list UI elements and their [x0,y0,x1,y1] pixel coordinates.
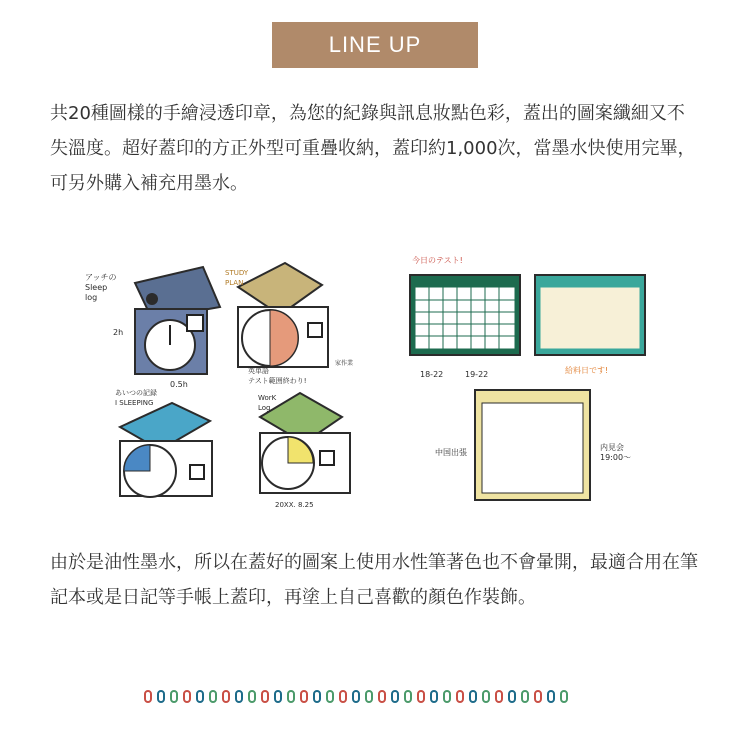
decorative-dot [378,690,386,703]
decorative-dot [313,690,321,703]
decorative-dot [339,690,347,703]
svg-text:アッチの: アッチの [85,273,117,282]
decorative-dot-border [144,690,568,703]
svg-text:あいつの記録: あいつの記録 [115,389,157,397]
decorative-dot [391,690,399,703]
decorative-dot [508,690,516,703]
svg-text:19:00〜: 19:00〜 [600,453,632,462]
calendar-stamp-yellow [435,390,631,500]
svg-text:18-22: 18-22 [420,370,444,379]
decorative-dot [326,690,334,703]
calendar-stamp-teal [535,275,645,375]
decorative-dot [144,690,152,703]
svg-text:2h: 2h [113,328,124,337]
house-stamp-3 [115,388,212,497]
decorative-dot [352,690,360,703]
svg-text:今日のテスト!: 今日のテスト! [412,256,463,265]
decorative-dot [547,690,555,703]
decorative-dot [287,690,295,703]
outro-paragraph: 由於是油性墨水，所以在蓋好的圖案上使用水性筆著色也不會暈開，最適合用在筆記本或是日記等手帳上蓋印，再塗上自己喜歡的顏色作裝飾。 [50,552,698,608]
decorative-dot [521,690,529,703]
svg-text:STUDY: STUDY [225,269,249,277]
svg-text:家作業: 家作業 [335,360,354,367]
decorative-dot [157,690,165,703]
svg-text:0.5h: 0.5h [170,380,188,389]
decorative-dot [430,690,438,703]
section-title: LINE UP [328,32,422,57]
svg-text:log: log [85,293,98,302]
intro-paragraph: 共20種圖樣的手繪浸透印章，為您的紀錄與訊息妝點色彩，蓋出的圖案纖細又不失溫度。超好蓋印的方正外型可重疊收納，蓋印約1,000次，當墨水快使用完畢，可另外購入補充用墨水。 [50,103,696,194]
decorative-dot [560,690,568,703]
svg-text:内見会: 内見会 [600,443,624,452]
decorative-dot [209,690,217,703]
decorative-dot [261,690,269,703]
svg-text:英単語: 英単語 [248,367,269,375]
decorative-dot [274,690,282,703]
svg-text:中国出張: 中国出張 [435,448,467,457]
stamp-illustrations [80,245,680,525]
svg-text:20XX. 8.25: 20XX. 8.25 [275,501,314,509]
decorative-dot [404,690,412,703]
svg-text:I SLEEPING: I SLEEPING [115,399,154,407]
decorative-dot [365,690,373,703]
decorative-dot [534,690,542,703]
decorative-dot [196,690,204,703]
decorative-dot [248,690,256,703]
svg-text:Log: Log [258,404,271,412]
house-stamp-4 [258,393,350,509]
decorative-dot [170,690,178,703]
decorative-dot [183,690,191,703]
section-title-banner [272,22,478,68]
decorative-dot [443,690,451,703]
svg-text:Sleep: Sleep [85,283,108,292]
decorative-dot [469,690,477,703]
house-stamp-1 [85,267,220,389]
decorative-dot [417,690,425,703]
decorative-dot [235,690,243,703]
decorative-dot [222,690,230,703]
svg-text:WorK: WorK [258,394,277,402]
svg-text:テスト範囲終わり!: テスト範囲終わり! [248,377,307,385]
house-stamp-2 [225,263,353,385]
svg-text:19-22: 19-22 [465,370,489,379]
svg-text:給料日です!: 給料日です! [565,366,609,375]
decorative-dot [482,690,490,703]
decorative-dot [300,690,308,703]
decorative-dot [456,690,464,703]
svg-text:PLAN: PLAN [225,279,244,287]
decorative-dot [495,690,503,703]
calendar-stamp-green [410,255,520,379]
